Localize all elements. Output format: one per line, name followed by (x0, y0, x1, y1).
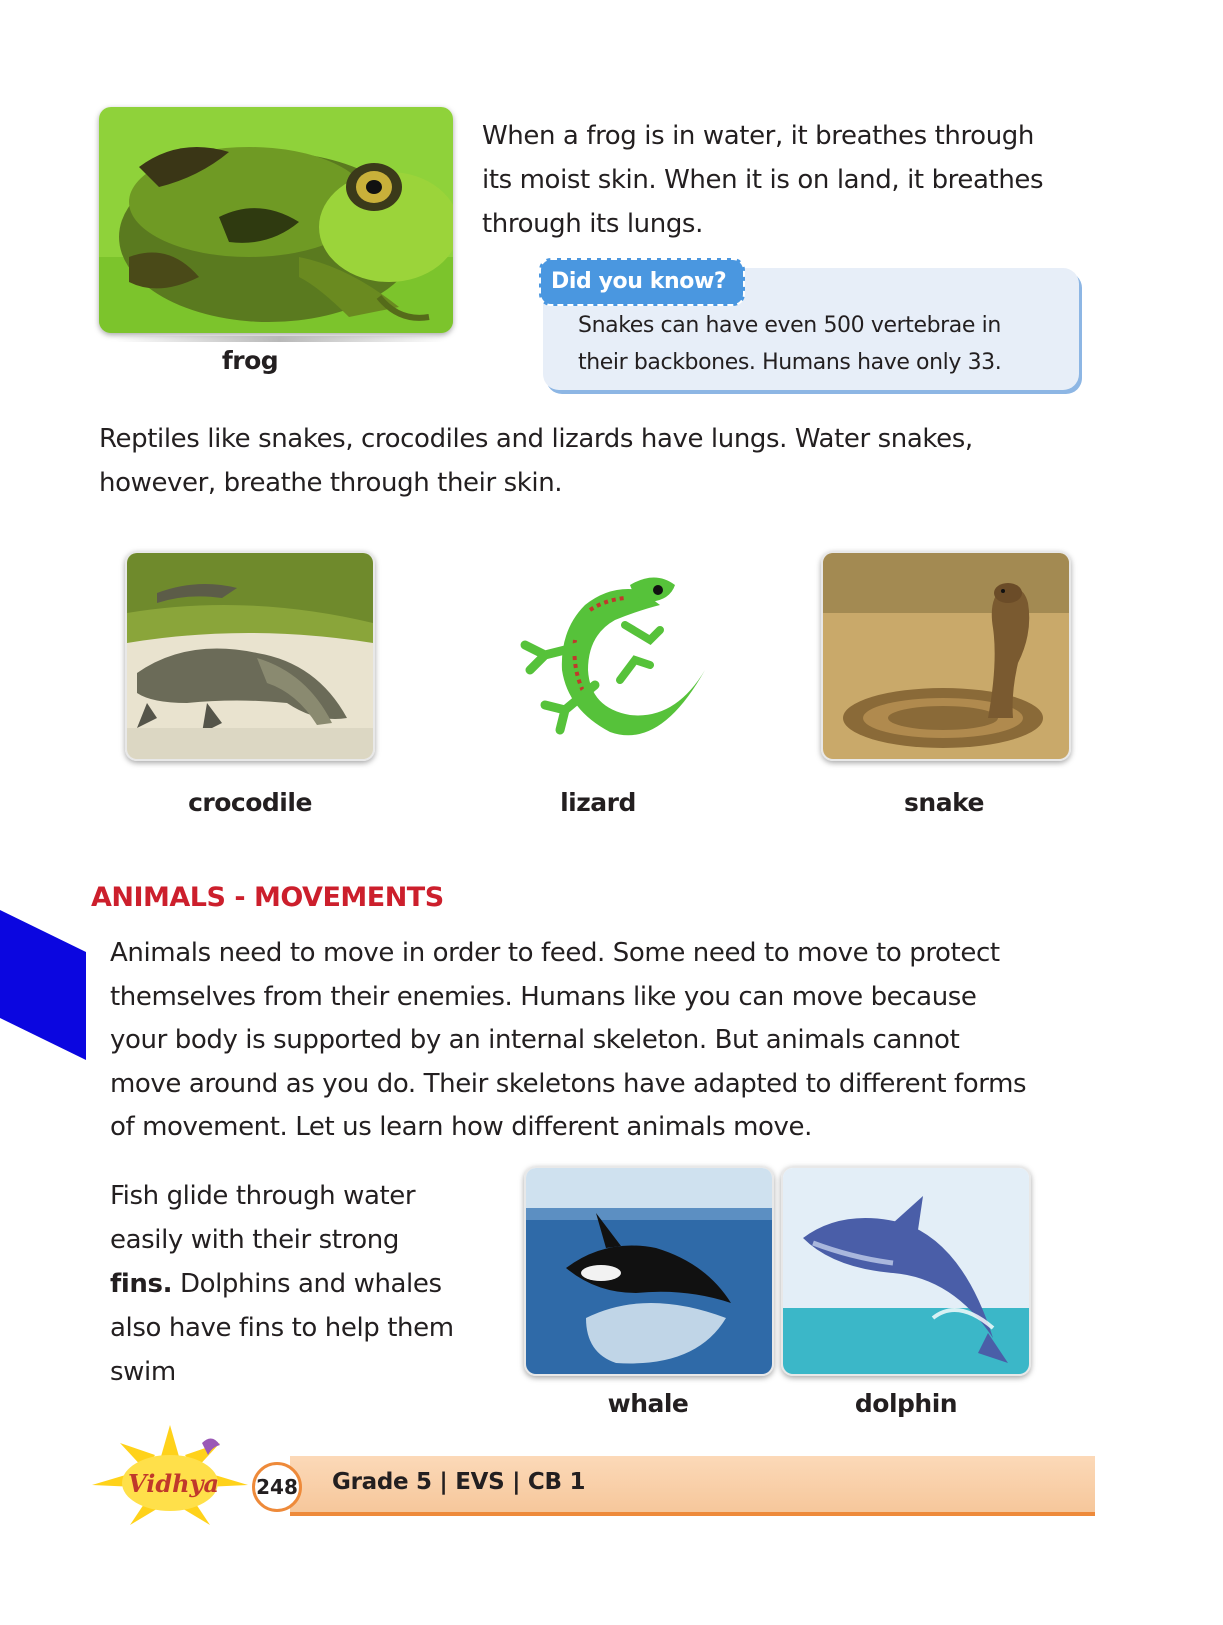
did-you-know-line: their backbones. Humans have only 33. (578, 350, 1002, 375)
did-you-know-text (578, 307, 1001, 381)
did-you-know-line: Snakes can have even 500 vertebrae in (578, 313, 1001, 338)
lizard-illustration (490, 560, 718, 750)
chapter-side-marker (0, 910, 86, 1060)
crocodile-caption: crocodile (188, 788, 312, 817)
fins-keyword: fins. (110, 1269, 173, 1299)
snake-photo (821, 551, 1071, 761)
movements-paragraph-line: move around as you do. Their skeletons have adapted to different forms (110, 1068, 1027, 1099)
frog-photo-shadow (115, 336, 445, 342)
fish-paragraph-line: Fish glide through water (110, 1181, 416, 1211)
frog-photo (99, 107, 453, 333)
lizard-caption: lizard (560, 788, 636, 817)
did-you-know-title: Did you know? (539, 258, 745, 306)
reptiles-paragraph-line: however, breathe through their skin. (99, 468, 563, 498)
movements-paragraph-line: your body is supported by an internal skeleton. But animals cannot (110, 1025, 960, 1055)
dolphin-photo (781, 1166, 1031, 1376)
movements-paragraph (110, 932, 1170, 1150)
page-number: 248 (252, 1462, 302, 1512)
fish-paragraph-line: easily with their strong (110, 1225, 399, 1255)
movements-paragraph-line: themselves from their enemies. Humans like you can move because (110, 981, 977, 1012)
whale-photo (524, 1166, 774, 1376)
vidhya-logo (90, 1425, 250, 1535)
fish-paragraph (110, 1174, 510, 1394)
frog-paragraph-line: through its lungs. (482, 209, 703, 239)
frog-caption: frog (221, 346, 279, 375)
fish-paragraph-line: Dolphins and whales (172, 1269, 442, 1299)
fish-paragraph-line: also have fins to help them (110, 1313, 454, 1343)
reptiles-paragraph-line: Reptiles like snakes, crocodiles and lizards have lungs. Water snakes, (99, 424, 973, 454)
movements-paragraph-line: of movement. Let us learn how different animals move. (110, 1112, 812, 1142)
vidhya-logo-text: Vidhya (128, 1469, 220, 1498)
fish-paragraph-line: swim (110, 1357, 176, 1387)
snake-caption: snake (904, 788, 984, 817)
frog-paragraph-line: its moist skin. When it is on land, it breathes (482, 165, 1044, 195)
section-heading: ANIMALS - MOVEMENTS (91, 882, 444, 913)
whale-caption: whale (607, 1389, 689, 1418)
footer-text: Grade 5 | EVS | CB 1 (332, 1469, 586, 1495)
movements-paragraph-line: Animals need to move in order to feed. Some need to move to protect (110, 938, 1000, 968)
dolphin-caption: dolphin (854, 1389, 958, 1418)
crocodile-photo (125, 551, 375, 761)
reptiles-paragraph (99, 417, 1149, 505)
frog-paragraph (482, 114, 1122, 246)
frog-paragraph-line: When a frog is in water, it breathes through (482, 121, 1034, 151)
